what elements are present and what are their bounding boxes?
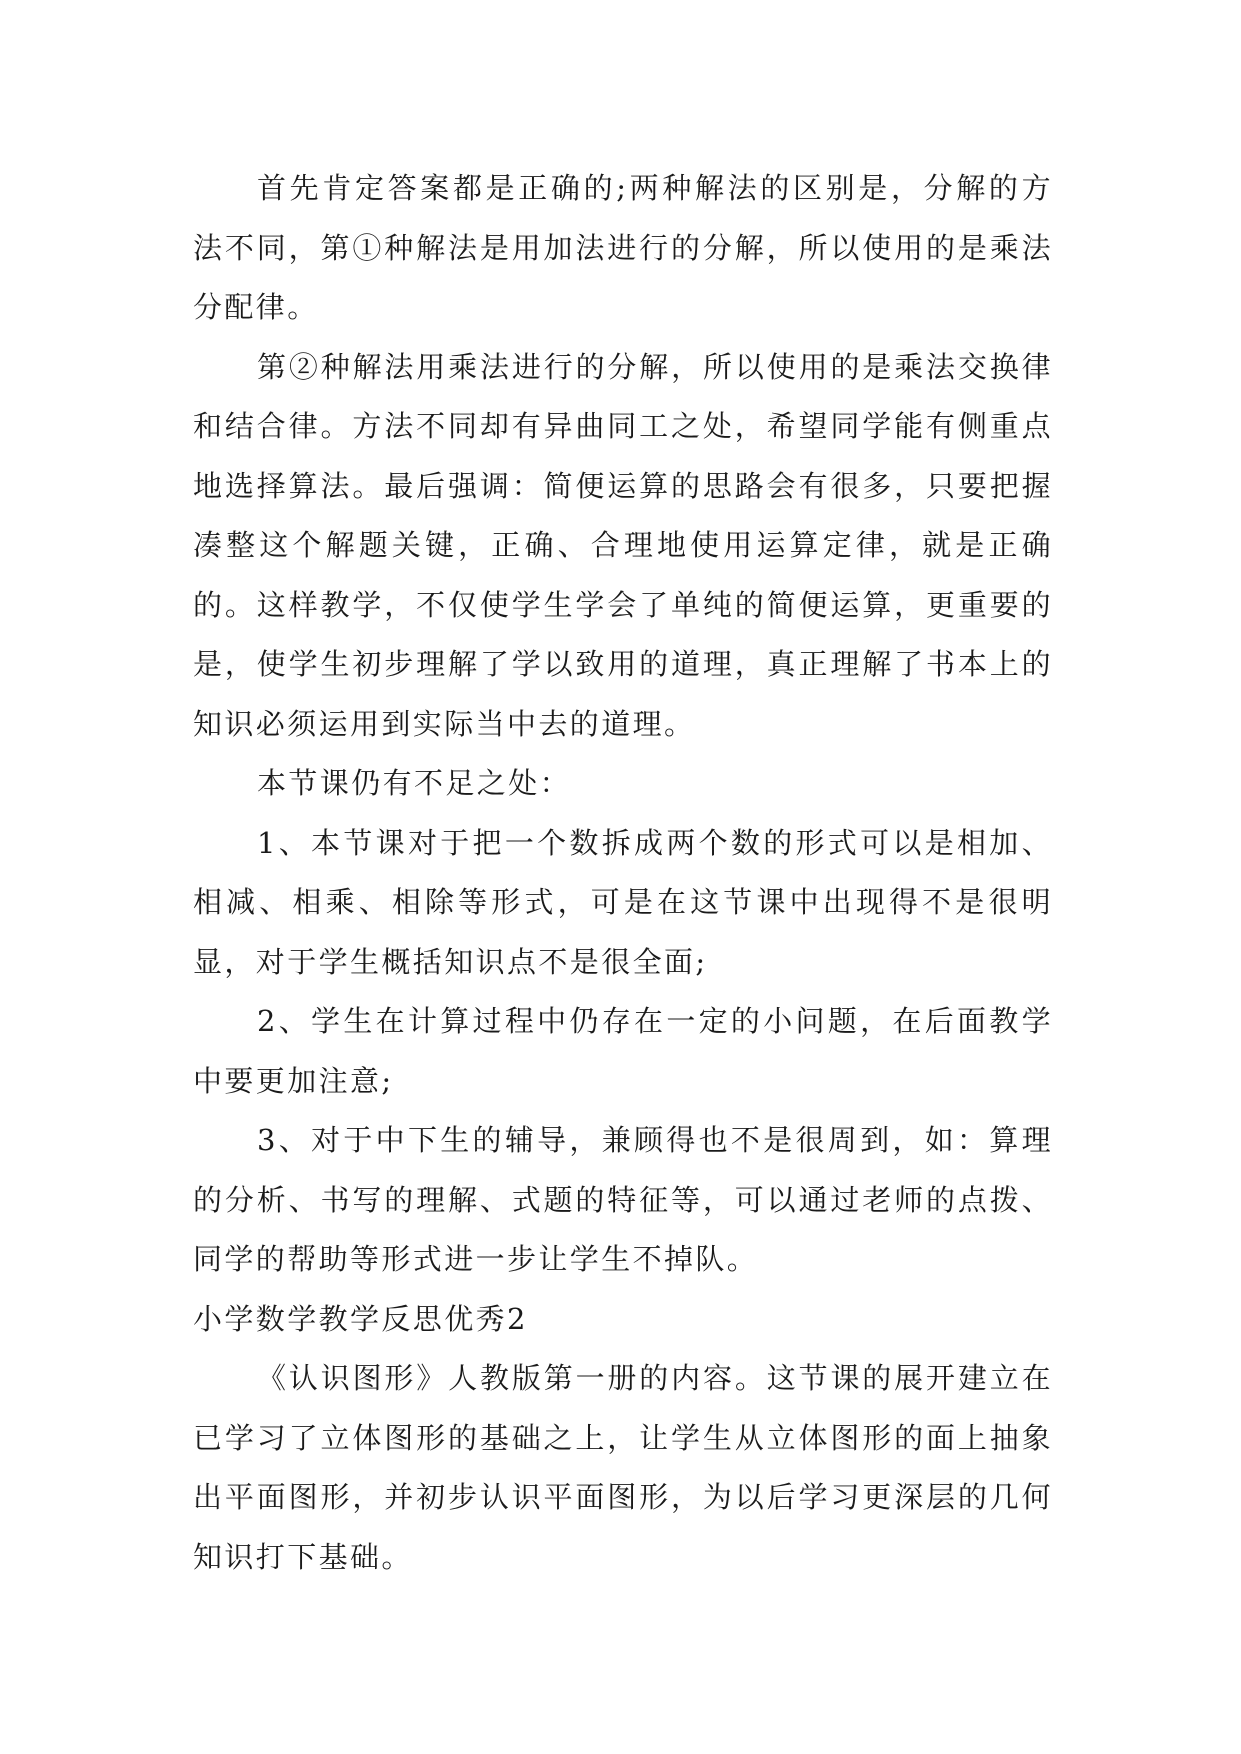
body-paragraph-2: 第②种解法用乘法进行的分解，所以使用的是乘法交换律和结合律。方法不同却有异曲同工之处，希望同学能有侧重点地选择算法。最后强调：简便运算的思路会有很多，只要把握凑整这个解题关键，正确、合理地使用运算定律，就是正确的。这样教学，不仅使学生学会了单纯的简便运算，更重要的是，使学生初步理解了学以致用的道理，真正理解了书本上的知识必须运用到实际当中去的道理。 [193,349,1053,741]
list-item-1: 1、本节课对于把一个数拆成两个数的形式可以是相加、相减、相乘、相除等形式，可是在这节课中出现得不是很明显，对于学生概括知识点不是很全面; [193,825,1053,979]
list-item-3: 3、对于中下生的辅导，兼顾得也不是很周到，如：算理的分析、书写的理解、式题的特征等，可以通过老师的点拨、同学的帮助等形式进一步让学生不掉队。 [193,1123,1053,1276]
body-paragraph-4: 《认识图形》人教版第一册的内容。这节课的展开建立在已学习了立体图形的基础之上，让学生从立体图形的面上抽象出平面图形，并初步认识平面图形，为以后学习更深层的几何知识打下基础。 [193,1361,1053,1574]
document-body [193,159,1053,1587]
body-paragraph-3: 本节课仍有不足之处： [257,766,572,800]
list-item-2: 2、学生在计算过程中仍存在一定的小问题，在后面教学中要更加注意; [193,1004,1053,1098]
section-heading: 小学数学教学反思优秀2 [193,1301,528,1336]
body-paragraph-1: 首先肯定答案都是正确的;两种解法的区别是，分解的方法不同，第①种解法是用加法进行的分解，所以使用的是乘法分配律。 [193,171,1053,324]
